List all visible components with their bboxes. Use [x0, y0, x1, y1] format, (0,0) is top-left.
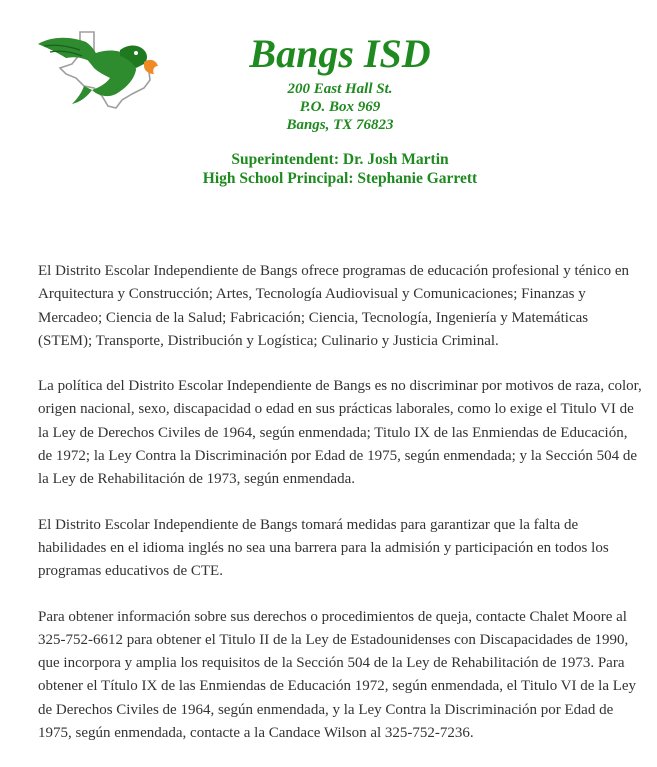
paragraph-contacts: Para obtener información sobre sus derechos o procedimientos de queja, contacte Chalet Moore al 325-752-6612 para obtener el Titulo II de la Ley de Estadounidenses con Discapacidades de 1990, que incorpora y amplia los requisitos de la Sección 504 de la Ley de Rehabilitación de 1973. Para obtener el Título IX de las Enmiendas de Educación 1972, según enmendada, el Titulo VI de la Ley de Derechos Civiles de 1964, según enmendada, y la Ley Contra la Discriminación por Edad de 1975, según enmendada, contacte a la Candace Wilson al 325-752-7236.: [38, 608, 637, 742]
paragraph-nondiscrimination: La política del Distrito Escolar Independiente de Bangs es no discriminar por motivos de raza, color, origen nacional, sexo, discapacidad o edad en sus prácticas laborales, como lo exige el Titulo VI de la Ley de Derechos Civiles de 1964, según enmendada; Titulo IX de las Enmiendas de Educación, de 1972; la Ley Contra la Discriminación por Edad de 1975, según enmendada; y la Sección 504 de la Ley de Rehabilitación de 1973, según enmendada.: [38, 378, 642, 488]
paragraph-programs: El Distrito Escolar Independiente de Bangs ofrece programas de educación profesional y ténico en Arquitectura y Construcción; Artes, Tecnología Audiovisual y Comunicaciones; Finanzas y Mercadeo; Ciencia de la Salud; Fabricación; Ciencia, Tecnología, Ingeniería y Matemáticas (STEM); Transporte, Distribución y Logística; Culinario y Justicia Criminal.: [38, 263, 630, 349]
notice-body: [38, 260, 642, 767]
superintendent-line: Superintendent: Dr. Josh Martin: [231, 151, 449, 168]
address-line-3: Bangs, TX 76823: [286, 117, 394, 133]
paragraph-language: El Distrito Escolar Independiente de Bangs tomará medidas para garantizar que la falta de habilidades en el idioma inglés no sea una barrera para la admisión y participación en todos los programas educativos de CTE.: [38, 516, 609, 580]
principal-line: High School Principal: Stephanie Garrett: [202, 170, 478, 187]
address-line-2: P.O. Box 969: [299, 99, 381, 115]
district-name: Bangs ISD: [249, 31, 431, 76]
address-line-1: 200 East Hall St.: [287, 81, 393, 97]
